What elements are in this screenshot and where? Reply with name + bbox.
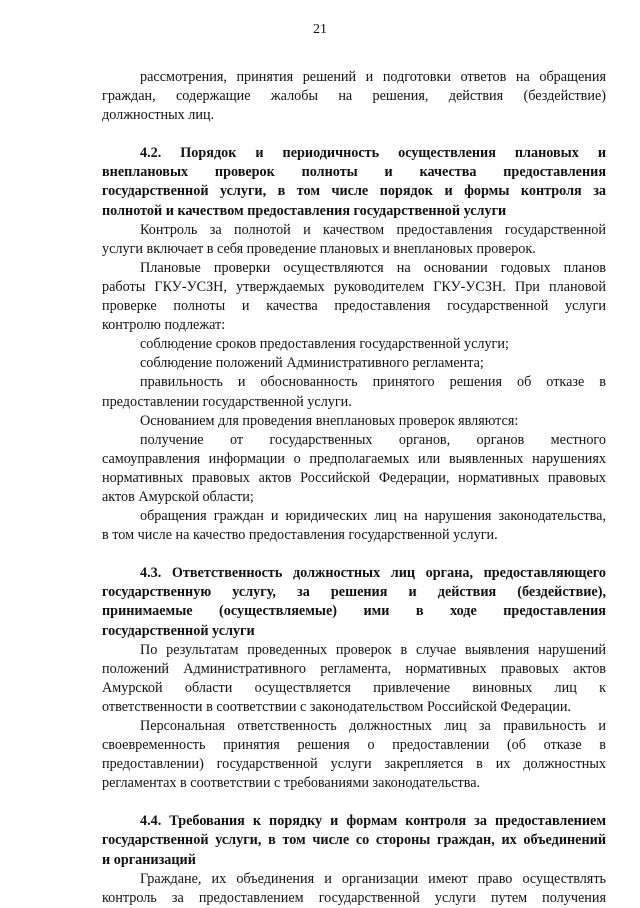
text-line: услуги включает в себя проведение плановых и внеплановых проверок. xyxy=(102,240,536,257)
text-line: и организаций xyxy=(102,851,196,868)
text-line: соблюдение сроков предоставления государственной услуги; xyxy=(140,336,509,353)
text-line: 4.3. Ответственность должностных лиц органа, предоставляющего xyxy=(140,565,606,582)
text-line: внеплановых проверок полноты и качества предоставления xyxy=(102,164,606,181)
text-line: рассмотрения, принятия решений и подготовки ответов на обращения xyxy=(140,69,606,85)
text-line: Основанием для проведения внеплановых проверок являются: xyxy=(140,412,519,429)
section-heading xyxy=(102,812,606,869)
paragraph xyxy=(102,507,606,545)
text-line: полнотой и качеством предоставления государственной услуги xyxy=(102,202,507,219)
text-line: должностных лиц. xyxy=(102,107,215,124)
paragraph xyxy=(102,412,606,431)
paragraph xyxy=(102,221,606,259)
text-line: государственной услуги xyxy=(102,622,255,639)
paragraph xyxy=(102,335,606,354)
section-gap xyxy=(102,793,606,812)
document-body xyxy=(102,68,606,908)
text-line: предоставлении) государственной услуги закрепляется в их должностных xyxy=(102,756,606,773)
paragraph xyxy=(102,354,606,373)
text-line: контроль за предоставлением государственной услуги путем получения xyxy=(102,889,606,906)
text-line: предоставлении государственной услуги. xyxy=(102,393,352,410)
text-line: проверке полноты и качества предоставления государственной услуги xyxy=(102,298,606,315)
text-line: регламентах в соответствии с требованиями законодательства. xyxy=(102,775,481,792)
paragraph xyxy=(102,870,606,908)
text-line: Плановые проверки осуществляются на основании годовых планов xyxy=(140,259,606,276)
text-line: контролю подлежат: xyxy=(102,317,226,334)
text-line: Контроль за полнотой и качеством предоставления государственной xyxy=(140,221,606,238)
text-line: граждан, содержащие жалобы на решения, действия (бездействие) xyxy=(102,88,606,105)
text-line: положений Административного регламента, нормативных правовых актов xyxy=(102,660,606,677)
page-number: 21 xyxy=(313,22,327,37)
section-heading xyxy=(102,144,606,220)
paragraph xyxy=(102,259,606,335)
text-line: Персональная ответственность должностных лиц за правильность и xyxy=(140,718,606,734)
text-line: получение от государственных органов, органов местного xyxy=(140,431,606,448)
text-line: Амурской области осуществляется привлечение виновных лиц к xyxy=(102,679,606,696)
text-line: самоуправления информации о предполагаемых или выявленных нарушениях xyxy=(102,450,606,467)
text-line: По результатам проведенных проверок в случае выявления нарушений xyxy=(140,641,606,658)
paragraph xyxy=(102,641,606,717)
text-line: своевременность принятия решения о предоставлении (об отказе в xyxy=(102,737,606,754)
text-line: обращения граждан и юридических лиц на нарушения законодательства, xyxy=(140,508,606,525)
text-line: 4.2. Порядок и периодичность осуществления плановых и xyxy=(140,145,606,162)
text-line: работы ГКУ-УСЗН, утверждаемых руководителем ГКУ-УСЗН. При плановой xyxy=(102,278,606,295)
text-line: 4.4. Требования к порядку и формам контроля за предоставлением xyxy=(140,813,606,830)
text-line: государственной услуги, в том числе порядок и формы контроля за xyxy=(102,183,606,200)
text-line: Граждане, их объединения и организации имеют право осуществлять xyxy=(140,870,606,887)
text-line: ответственности в соответствии с законодательством Российской Федерации. xyxy=(102,698,571,715)
section-heading xyxy=(102,564,606,640)
paragraph xyxy=(102,373,606,411)
paragraph xyxy=(102,68,606,125)
text-line: в том числе на качество предоставления государственной услуги. xyxy=(102,527,498,544)
section-gap xyxy=(102,545,606,564)
text-line: актов Амурской области; xyxy=(102,488,254,505)
text-line: правильность и обоснованность принятого решения об отказе в xyxy=(140,374,606,391)
text-line: соблюдение положений Административного регламента; xyxy=(140,355,484,372)
paragraph xyxy=(102,717,606,793)
text-line: нормативных правовых актов Российской Федерации, нормативных правовых xyxy=(102,469,606,486)
text-line: государственной услуги, в том числе со стороны граждан, их объединений xyxy=(102,832,606,849)
text-line: принимаемые (осуществляемые) ими в ходе предоставления xyxy=(102,603,606,620)
paragraph xyxy=(102,431,606,507)
text-line: государственную услугу, за решения и действия (бездействие), xyxy=(102,584,606,601)
